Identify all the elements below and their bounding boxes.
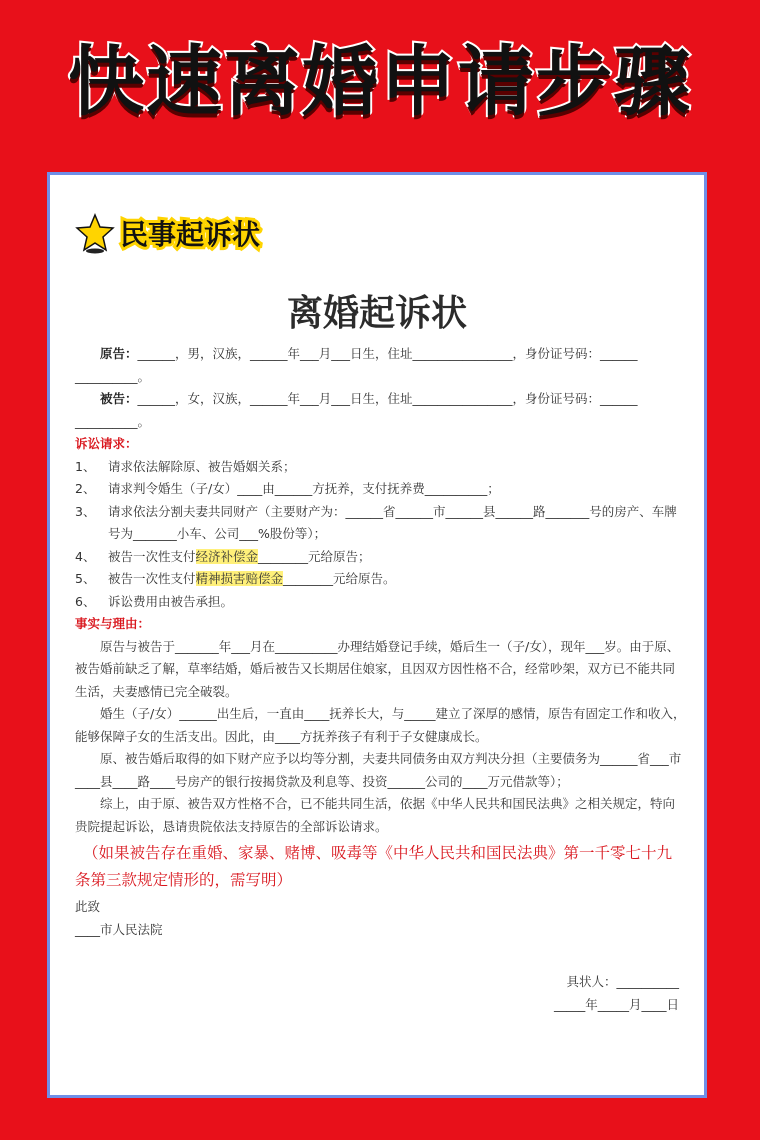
section-label: 民事起诉状 — [120, 218, 261, 251]
date-line: _____年_____月____日 — [553, 996, 679, 1012]
facts-paragraph: 原、被告婚后取得的如下财产应予以均等分割，夫妻共同债务由双方判决分担（主要债务为______省___市____县____路____号房产的银行按揭贷款及利息等、投资______公司的____万元借款等）； — [75, 751, 682, 789]
claim-item: 2、 请求判令婚生（子/女）____由______方抚养，支付抚养费__________； — [75, 481, 500, 496]
claims-heading: 诉讼请求： — [75, 436, 138, 451]
court-name: ____市人民法院 — [75, 921, 163, 937]
highlight: 经济补偿金 — [195, 548, 259, 564]
signer-line: 具状人：__________ — [566, 974, 679, 989]
facts-paragraph: 婚生（子/女）______出生后，一直由____抚养长大，与_____建立了深厚的感情，原告有固定工作和收入，能够保障子女的生活支出。因此，由____方抚养孩子有利于子女健康成长。 — [75, 706, 686, 744]
document-title: 离婚起诉状 — [286, 293, 467, 334]
facts-paragraph: 综上，由于原、被告双方性格不合，已不能共同生活，依据《中华人民共和国民法典》之相关规定，特向贵院提起诉讼，恳请贵院依法支持原告的全部诉讼请求。 — [75, 796, 676, 834]
plaintiff-line — [75, 343, 687, 366]
plaintiff-label: 原告： — [100, 346, 138, 361]
banner — [0, 22, 760, 162]
claim-item: 6、 诉讼费用由被告承担。 — [75, 593, 234, 609]
section-header — [74, 213, 260, 253]
defendant-label: 被告： — [100, 391, 138, 406]
document-body — [75, 343, 687, 1016]
facts-paragraph: 原告与被告于_______年___月在__________办理结婚登记手续，婚后生一（子/女），现年___岁。由于原、被告婚前缺乏了解，草率结婚，婚后被告又长期居住娘家，且因双方因性格不合，经常吵架，双方已不能共同生活，夫妻感情已完全破裂。 — [75, 638, 680, 699]
claim-item: 5、 被告一次性支付精神损害赔偿金________元给原告。 — [75, 571, 396, 586]
defendant-line — [75, 388, 687, 411]
star-icon — [74, 212, 116, 254]
claim-item: 4、 被告一次性支付经济补偿金________元给原告； — [75, 548, 371, 564]
claim-item: 1、 请求依法解除原、被告婚姻关系； — [75, 458, 296, 474]
facts-heading: 事实与理由： — [75, 616, 151, 631]
defendant-details: ______，女，汉族，______年___月___日生，住址________________，身份证号码：______ — [137, 391, 638, 406]
closing: 此致 — [75, 899, 101, 914]
claim-item: 3、 请求依法分割夫妻共同财产（主要财产为：______省______市______县______路_______号的房产、车牌号为_______小车、公司___%股份等）； — [75, 503, 677, 541]
highlight: 精神损害赔偿金 — [195, 571, 284, 586]
defendant-line-2: __________。 — [75, 413, 151, 429]
plaintiff-details: ______，男，汉族，______年___月___日生，住址________________，身份证号码：______ — [137, 346, 638, 361]
banner-title: 快速离婚申请步骤 — [68, 37, 692, 126]
red-note: （如果被告存在重婚、家暴、赌博、吸毒等《中华人民共和国民法典》第一千零七十九条第三款规定情形的，需写明） — [75, 844, 673, 889]
document-card — [47, 172, 707, 1098]
plaintiff-line-2: __________。 — [75, 368, 151, 384]
